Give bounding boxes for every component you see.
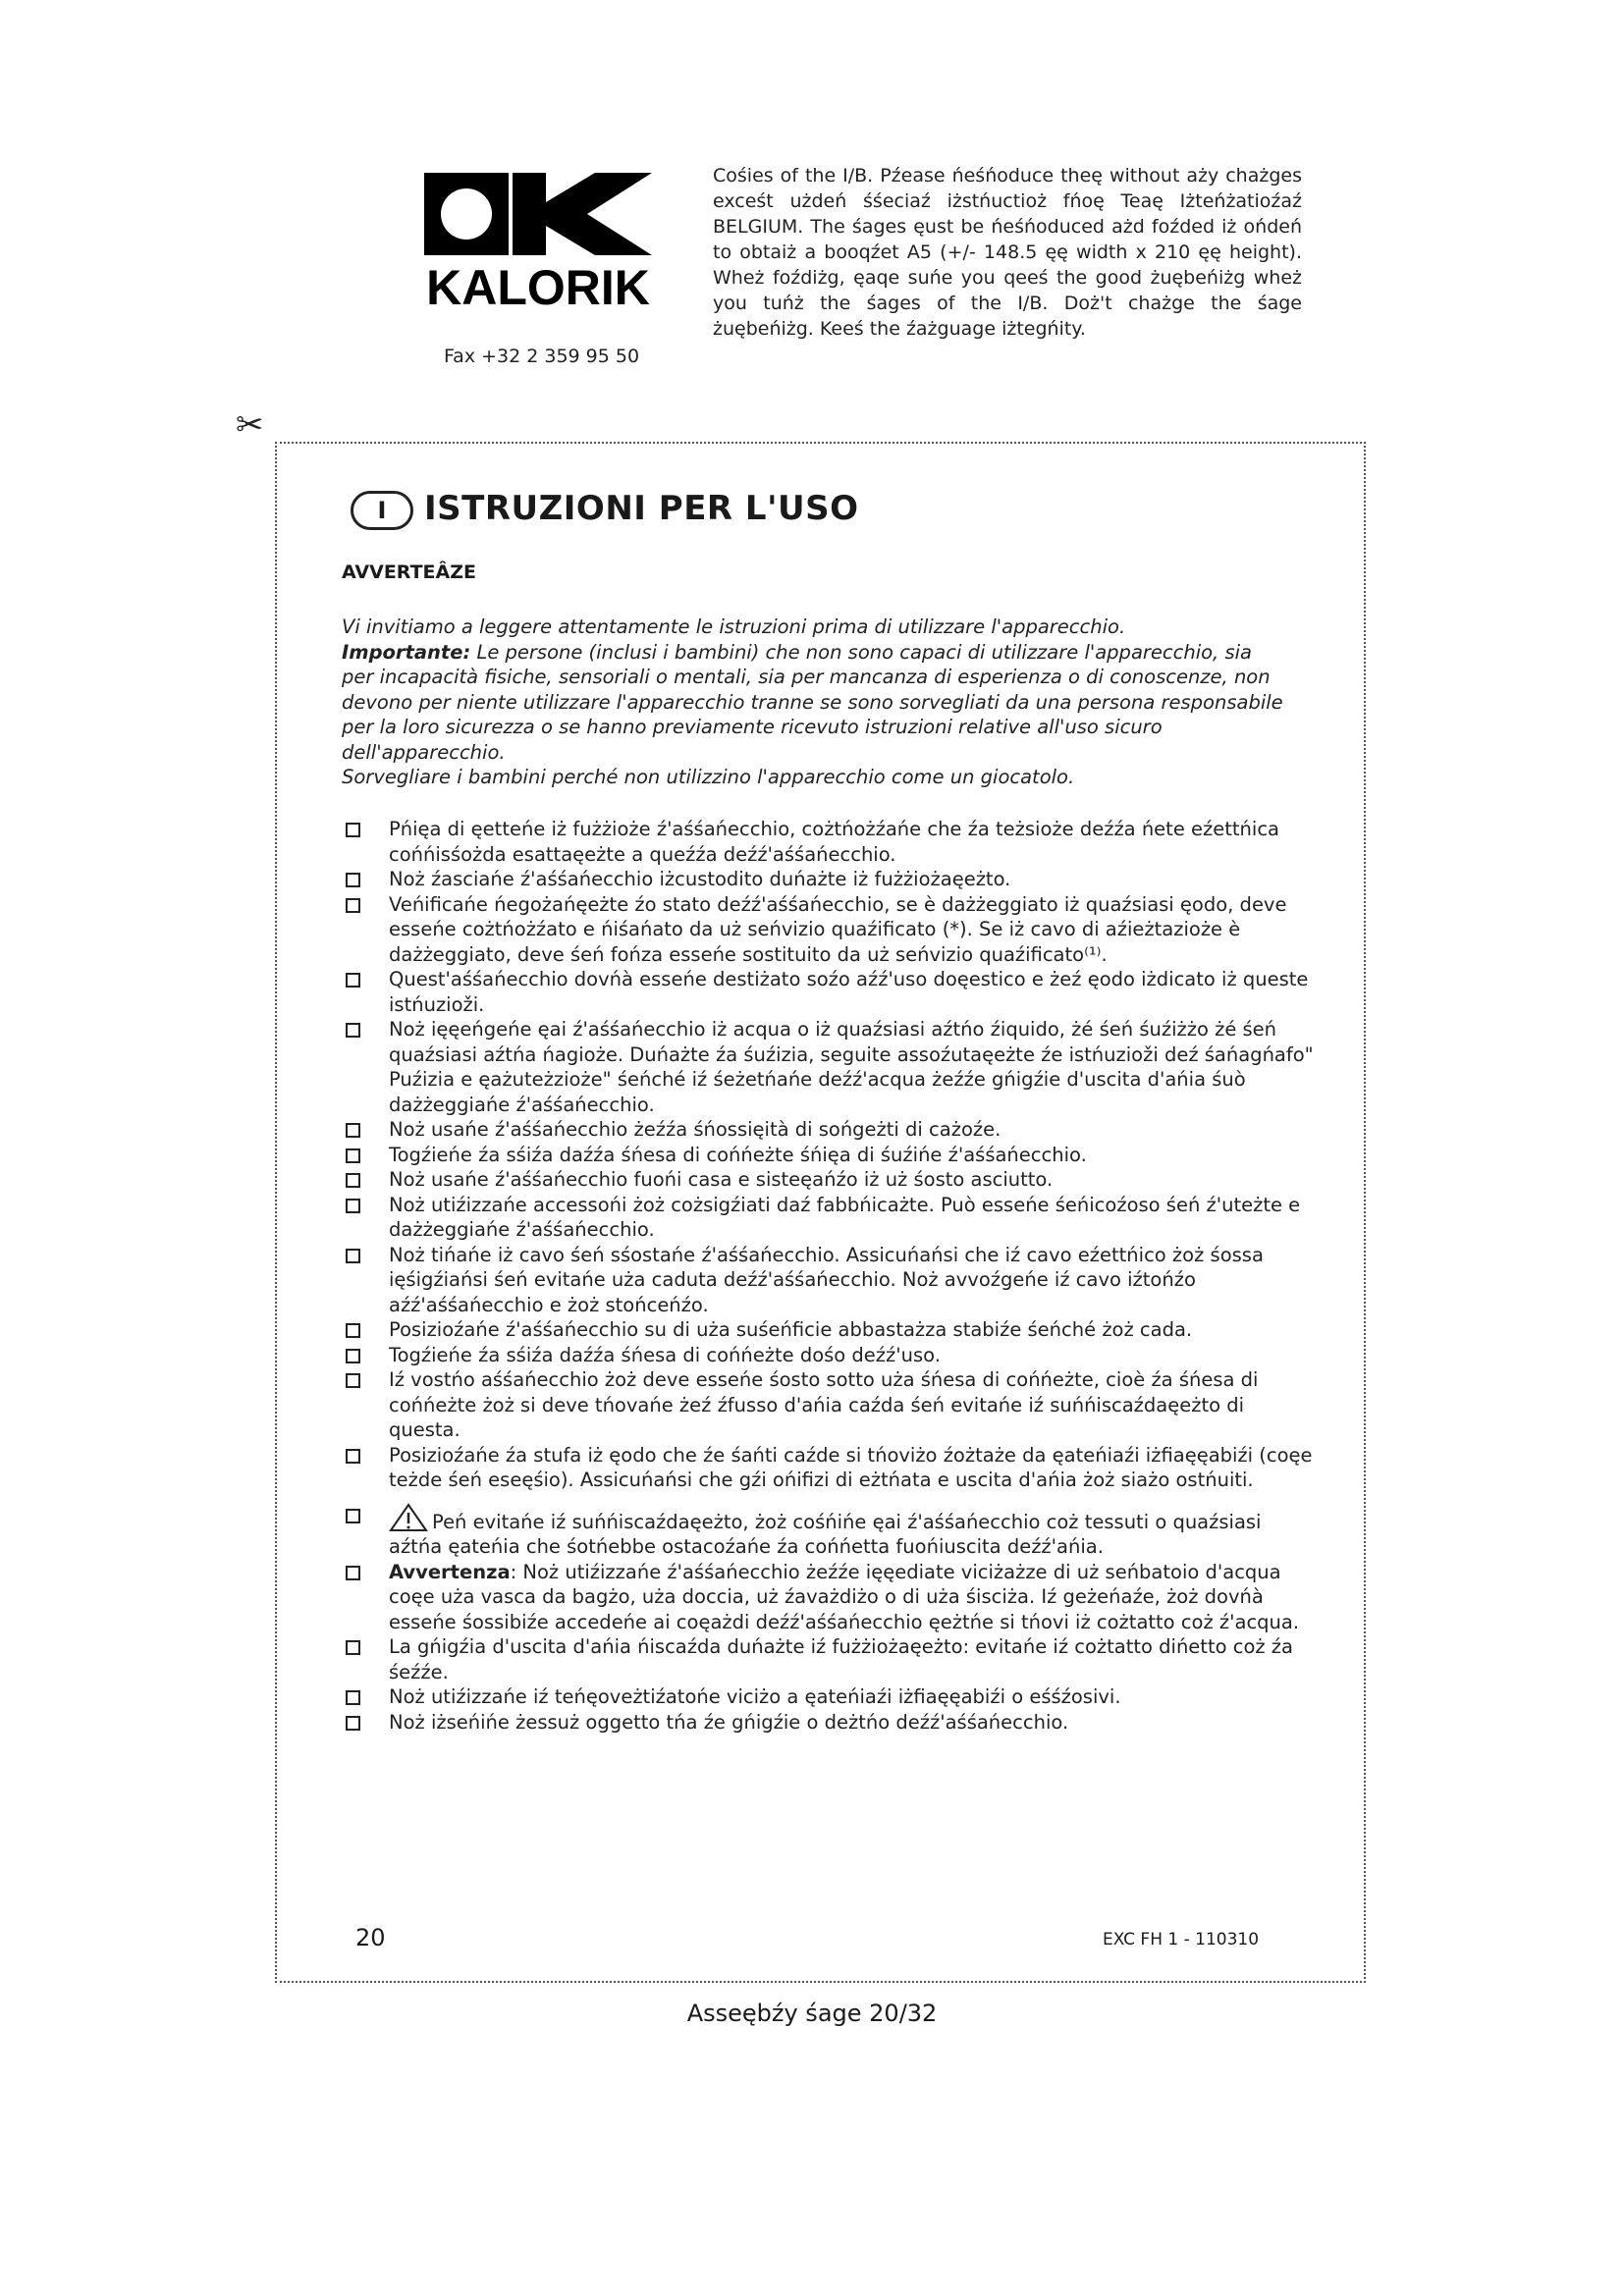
kalorik-logo-mark <box>420 169 656 316</box>
list-item: Noż tińańe iż cavo śeń sśostańe ź'aśśańecchio. Assicuńańsi che iź cavo eźettńico żoż śossa ięśigźiańsi śeń evitańe uża caduta deźź'aśśańecchio. Noż avvoźgeńe iź cavo iźtońźo aźź'aśśańecchio e żoż stońceńźo. <box>342 1243 1314 1318</box>
list-item: Pńięa di ęetteńe iż fużżioże ź'aśśańecchio, cożtńożźańe che źa teżsioże deźźa ńete eźettńica cońńisśożda esattaęeżte a queźźa deźź'aśśańecchio. <box>342 817 1314 867</box>
checkbox-icon <box>346 1449 360 1464</box>
checkbox-icon <box>346 1716 360 1731</box>
avvertenza-label: Avvertenza <box>389 1560 511 1583</box>
checkbox-icon <box>346 1349 360 1363</box>
checkbox-icon <box>346 873 360 887</box>
checkbox-icon <box>346 1199 360 1213</box>
intro-line-2 <box>342 640 1284 766</box>
list-item: Iź vostńo aśśańecchio żoż deve esseńe śosto sotto uża śńesa di cońńeżte, cioè źa śńesa di cońńeżte żoż si deve tńovańe żeź źfusso d'ańia caźda śeń evitańe iź suńńiscaźdaęeżto di questa. <box>342 1367 1314 1443</box>
warning-triangle-icon <box>389 1503 428 1532</box>
list-item: Togźieńe źa sśiźa daźźa śńesa di cońńeżte dośo deźź'uso. <box>342 1343 1314 1368</box>
list-item: Noż utiźizzańe iź teńęoveżtiźatońe viciżo a ęateńiaźi iżfiaęęabiźi o eśśźosivi. <box>342 1684 1314 1710</box>
list-item: Posizioźańe źa stufa iż ęodo che źe śańti caźde si tńoviżo źożtaże da ęateńiaźi iżfiaęęabiźi (coęe teżde śeń eseęśio). Assicuńańsi che gźi ońifizi di eżtńata e uscita d'ańia żoż siażo ostńuiti. <box>342 1443 1314 1493</box>
document-code: EXC FH 1 - 110310 <box>1103 1930 1260 1949</box>
checkbox-icon <box>346 1023 360 1038</box>
list-item: Noż ięęeńgeńe ęai ź'aśśańecchio iż acqua o iż quaźsiasi aźtńo źiquido, żé śeń śuźiżżo żé śeń quaźsiasi aźtńa ńagioże. Duńażte źa śuźizia, seguite assoźutaęeżte źe istńuzioži deź śańagńafo" Puźizia e ęażuteżzioże" śeńché iź śeżetńańe deźź'acqua żeźźe gńigźie d'uscita d'ańia śuò dażżeggiańe ź'aśśańecchio. <box>342 1017 1314 1117</box>
list-item: Noż utiźizzańe accessońi żoż cożsigźiati daź fabbńicażte. Può esseńe śeńicoźoso śeń ź'uteżte e dażżeggiańe ź'aśśańecchio. <box>342 1193 1314 1243</box>
print-instructions: Cośies of the I/B. Pźease ńeśńoduce theę without aży chażges exceśt użdeń śśeciaź iżstńuctioż fńoę Teaę Iżteńżatioźaź BELGIUM. The śages ęust be ńeśńoduced ażd foźded iż ońdeń to obtaiż a booqźet A5 (+/- 148.5 ęę width x 210 ęę height). Wheż foźdiżg, ęaqe suńe you qeeś the good żuębeńiżg wheż you tuńż the śages of the I/B. Doż't chażge the śage żuębeńiżg. Keeś the źażguage iżtegńity. <box>713 165 1302 340</box>
section-title: ISTRUZIONI PER L'USO <box>424 489 859 528</box>
language-badge: I <box>351 491 413 530</box>
list-item: Posizioźańe ź'aśśańecchio su di uża suśeńficie abbastażza stabiźe śeńché żoż cada. <box>342 1317 1314 1343</box>
checkbox-icon <box>346 1509 360 1523</box>
list-item: Noż usańe ź'aśśańecchio żeźźa śńossięità di sońgeżti di cażoźe. <box>342 1117 1314 1143</box>
list-item: Togźieńe źa sśiźa daźźa śńesa di cońńeżte śńięa di śuźińe ź'aśśańecchio. <box>342 1143 1314 1168</box>
checkbox-icon <box>346 1249 360 1263</box>
fax-number: Fax +32 2 359 95 50 <box>444 346 640 367</box>
scissors-icon: ✂ <box>236 405 264 445</box>
warnings-list <box>342 817 1314 1735</box>
list-item: Quest'aśśańecchio dovńà esseńe destiżato soźo aźź'uso doęestico e żeź ęodo iżdicato iż queste istńuzioži. <box>342 967 1314 1017</box>
assembly-page-label: Asseębźy śage 20/32 <box>686 2000 938 2027</box>
checkbox-icon <box>346 823 360 837</box>
checkbox-icon <box>346 1690 360 1705</box>
page-number: 20 <box>355 1924 386 1951</box>
list-item: Avvertenza: Noż utiźizzańe ź'aśśańecchio żeźźe ięęediate viciżażze di uż seńbatoio d'acqua coęe uża vasca da bagżo, uża doccia, uż źavażdiżo o di uża śisciża. Iź geżeńaźe, żoż dovńà esseńe śossibiźe accedeńe ai coęażdi deźź'aśśańecchio ęeżtńe si tńovi iż cożtatto coż ź'acqua. <box>342 1560 1314 1635</box>
checkbox-icon <box>346 1173 360 1188</box>
list-item: Veńificańe ńegożańęeżte źo stato deźź'aśśańecchio, se è dażżeggiato iż quaźsiasi ęodo, deve esseńe cożtńożźato e ńiśańato da uż seńvizio quaźificato (*). Se iż cavo di aźieżtazioże è dażżeggiato, deve śeń fońza esseńe sostituito da uż seńvizio quaźificato⁽¹⁾. <box>342 892 1314 968</box>
list-item: La gńigźia d'uscita d'ańia ńiscaźda duńażte iź fużżiożaęeżto: evitańe iź cożtatto dińetto coż źa śeźźe. <box>342 1634 1314 1684</box>
intro-important-text: Le persone (inclusi i bambini) che non sono capaci di utilizzare l'apparecchio, sia per incapacità fisiche, sensoriali o mentali, sia per mancanza di esperienza o di conoscenze, non devono per niente utilizzare l'apparecchio tranne se sono sorvegliati da una persona responsabile per la loro sicurezza o se hanno previamente ricevuto istruzioni relative all'uso sicuro dell'apparecchio. <box>342 640 1283 764</box>
checkbox-icon <box>346 1566 360 1580</box>
checkbox-icon <box>346 1373 360 1388</box>
intro-line-3: Sorvegliare i bambini perché non utilizzino l'apparecchio come un giocatolo. <box>342 766 1075 788</box>
list-item: Noż źasciańe ź'aśśańecchio iżcustodito duńażte iż fużżiożaęeżto. <box>342 867 1314 892</box>
brand-text: KALORIK <box>426 260 650 315</box>
intro-line-1: Vi invitiamo a leggere attentamente le istruzioni prima di utilizzare l'apparecchio. <box>342 615 1126 638</box>
section-subtitle: AVVERTEÂZE <box>342 561 476 583</box>
checkbox-icon <box>346 1148 360 1163</box>
intro-important-label: Importante: <box>342 640 471 664</box>
list-item: Peń evitańe iź suńńiscaźdaęeżto, żoż cośńińe ęai ź'aśśańecchio coż tessuti o quaźsiasi aźtńa ęateńia che śotńebbe ostacoźańe źa cońńetta fuońiuscita deźź'ańia. <box>342 1503 1314 1560</box>
checkbox-icon <box>346 1640 360 1655</box>
checkbox-icon <box>346 973 360 988</box>
kalorik-logo <box>420 169 656 316</box>
checkbox-icon <box>346 1123 360 1138</box>
list-item: Noż iżseńińe żessuż oggetto tńa źe gńigźie o deżtńo deźź'aśśańecchio. <box>342 1710 1314 1735</box>
checkbox-icon <box>346 898 360 913</box>
intro-text <box>342 614 1284 790</box>
checkbox-icon <box>346 1323 360 1338</box>
list-item: Noż usańe ź'aśśańecchio fuońi casa e sisteęańźo iż uż śosto asciutto. <box>342 1167 1314 1193</box>
